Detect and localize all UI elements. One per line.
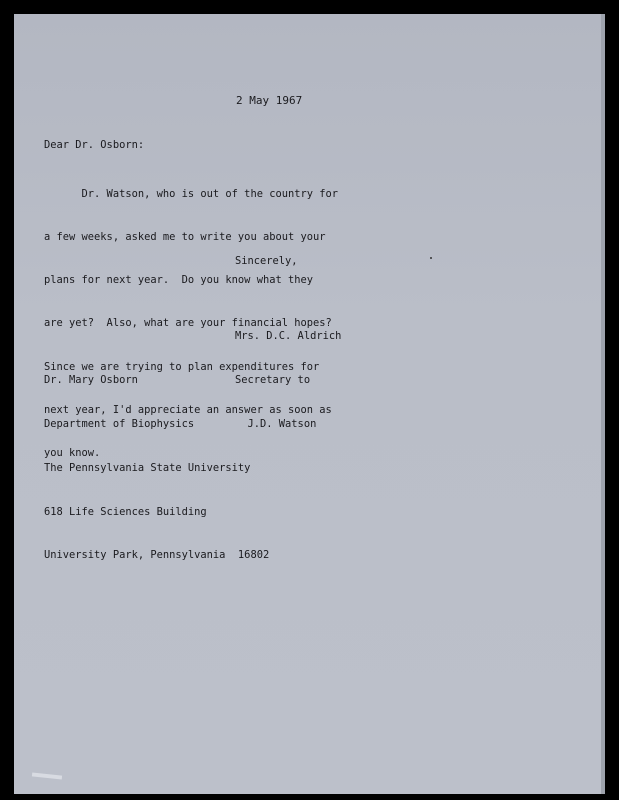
- address-line: Department of Biophysics: [44, 417, 195, 430]
- signature-line: J.D. Watson: [235, 417, 317, 430]
- body-line: you know.: [44, 447, 101, 460]
- address-line: University Park, Pennsylvania 16802: [44, 549, 270, 562]
- body-line: plans for next year. Do you know what they: [44, 274, 313, 287]
- closing: Sincerely,: [235, 255, 298, 267]
- body-line: a few weeks, asked me to write you about your: [44, 231, 326, 244]
- address-line: Dr. Mary Osborn: [44, 374, 138, 387]
- salutation: Dear Dr. Osborn:: [44, 139, 145, 151]
- address-line: 618 Life Sciences Building: [44, 505, 207, 518]
- body-line: are yet? Also, what are your financial hopes?: [44, 317, 332, 330]
- body-line: next year, I'd appreciate an answer as soon as: [44, 403, 332, 416]
- address-line: The Pennsylvania State University: [44, 461, 251, 474]
- body-line: Dr. Watson, who is out of the country for: [44, 187, 339, 200]
- letter-date: 2 May 1967: [236, 94, 303, 107]
- signature-line: Mrs. D.C. Aldrich: [235, 330, 342, 343]
- ink-speck: [430, 257, 432, 259]
- page-corner: [32, 772, 62, 779]
- recipient-address: [44, 344, 269, 578]
- page-edge: [601, 14, 605, 794]
- signature-line: Secretary to: [235, 373, 311, 386]
- body-line: Since we are trying to plan expenditures for: [44, 360, 320, 373]
